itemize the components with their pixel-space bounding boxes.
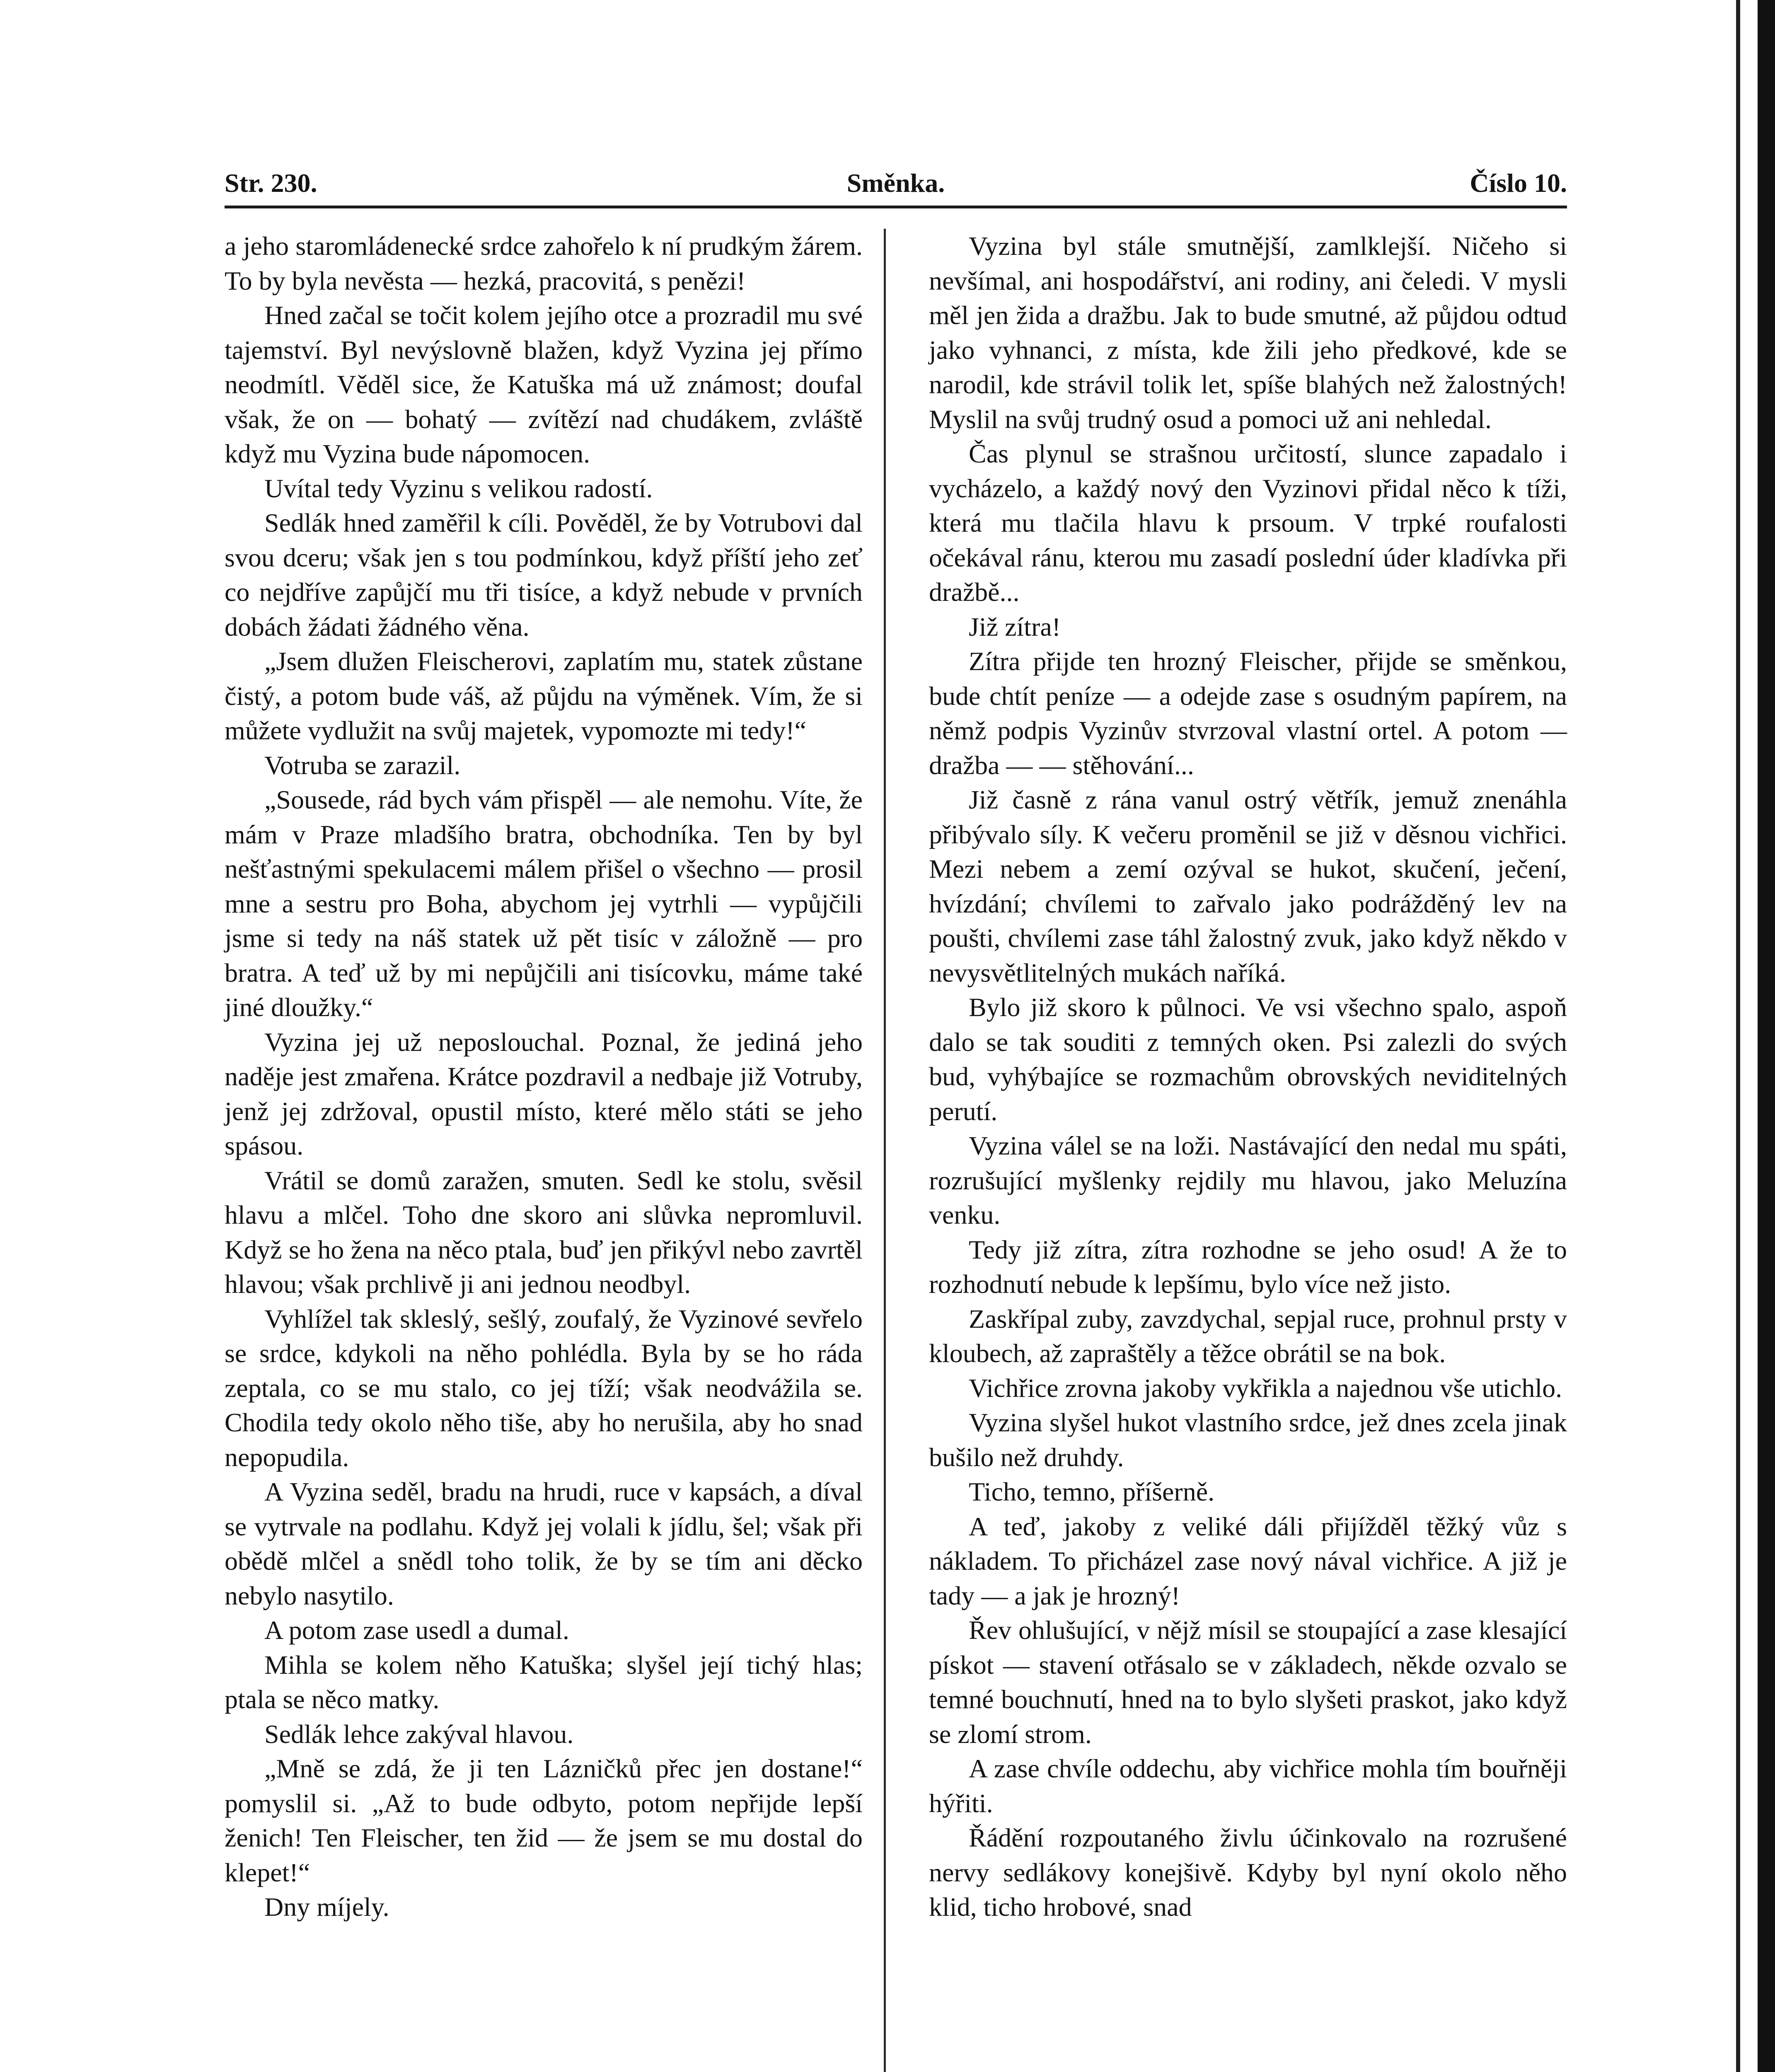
paragraph: Vyhlížel tak skleslý, sešlý, zoufalý, že Vyzinové sevřelo se srdce, kdykoli na něho pohlédla. Byla by se ho ráda zeptala, co se mu stalo, co jej tíží; však neodvážila se. Chodila tedy okolo něho tiše, aby ho nerušila, aby ho snad nepopudila. (225, 1304, 863, 1472)
paragraph: Zaskřípal zuby, zavzdychal, sepjal ruce, prohnul prsty v kloubech, až zapraštěly a těžce obrátil se na bok. (929, 1304, 1567, 1368)
page (225, 162, 1567, 2072)
paragraph: Vyzina válel se na loži. Nastávající den nedal mu spáti, rozrušující myšlenky rejdily mu hlavou, jako Meluzína venku. (929, 1131, 1567, 1230)
paragraph: „Mně se zdá, že ji ten Lázničků přec jen dostane!“ pomyslil si. „Až to bude odbyto, potom nepřijde lepší ženich! Ten Fleischer, ten žid — že jsem se mu dostal do klepet!“ (225, 1754, 863, 1887)
paragraph: Vyzina slyšel hukot vlastního srdce, jež dnes zcela jinak bušilo než druhdy. (929, 1408, 1567, 1472)
paragraph: Hned začal se točit kolem jejího otce a prozradil mu své tajemství. Byl nevýslovně blažen, když Vyzina jej přímo neodmítl. Věděl sice, že Katuška má už známost; doufal však, že on — bohatý — zvítězí nad chudákem, zvláště když mu Vyzina bude nápomocen. (225, 300, 863, 468)
paragraph: Ticho, temno, příšerně. (969, 1477, 1215, 1506)
paragraph: Již zítra! (969, 612, 1061, 641)
paragraph: A Vyzina seděl, bradu na hrudi, ruce v kapsách, a díval se vytrvale na podlahu. Když jej volali k jídlu, šel; však při obědě mlčel a snědl toho tolik, že by se tím ani děcko nebylo nasytilo. (225, 1477, 863, 1610)
paragraph: Vyzina byl stále smutnější, zamlklejší. Ničeho si nevšímal, ani hospodářství, ani rodiny, ani čeledi. V mysli měl jen žida a dražbu. Jak to bude smutné, až půjdou odtud jako vyhnanci, z místa, kde žili jeho předkové, kde se narodil, kde strávil tolik let, spíše blahých než žalostných! Myslil na svůj trudný osud a pomoci už ani nehledal. (929, 231, 1567, 434)
page-number: Str. 230. (225, 168, 317, 198)
paragraph: Uvítal tedy Vyzinu s velikou radostí. (264, 473, 653, 503)
paragraph: Zítra přijde ten hrozný Fleischer, přijde se směnkou, bude chtít peníze — a odejde zase s osudným papírem, na němž podpis Vyzinův stvrzoval vlastní ortel. A potom — dražba — — stěhování... (929, 646, 1567, 780)
paragraph: „Sousede, rád bych vám přispěl — ale nemohu. Víte, že mám v Praze mladšího bratra, obchodníka. Ten by byl nešťastnými spekulacemi málem přišel o všechno — prosil mne a sestru pro Boha, abychom jej vytrhli — vypůjčili jsme si tedy na náš statek už pět tisíc v záložně — pro bratra. A teď už by mi nepůjčili ani tisícovku, máme také jiné dloužky.“ (225, 785, 863, 1022)
paragraph: Sedlák hned zaměřil k cíli. Pověděl, že by Votrubovi dal svou dceru; však jen s tou podmínkou, když příští jeho zeť co nejdříve zapůjčí mu tři tisíce, a když nebude v prvních dobách žádati žádného věna. (225, 508, 863, 641)
paragraph: Čas plynul se strašnou určitostí, slunce zapadalo i vycházelo, a každý nový den Vyzinovi přidal něco k tíži, která mu tlačila hlavu k prsoum. V trpké roufalosti očekával ránu, kterou mu zasadí poslední úder kladívka při dražbě... (929, 439, 1567, 607)
issue-number: Číslo 10. (1470, 168, 1567, 198)
paragraph: Již časně z rána vanul ostrý větřík, jemuž znenáhla přibývalo síly. K večeru proměnil se již v děsnou vichřici. Mezi nebem a zemí ozýval se hukot, skučení, ječení, hvízdání; chvílemi to zařvalo jako podrážděný lev na poušti, chvílemi zase táhl žalostný zvuk, jako když někdo v nevysvětlitelných mukách naříká. (929, 785, 1567, 988)
paragraph: Mihla se kolem něho Katuška; slyšel její tichý hlas; ptala se něco matky. (225, 1650, 863, 1714)
left-column (225, 229, 863, 1924)
header-title: Směnka. (846, 168, 945, 198)
scan-edge-line (1736, 0, 1740, 2072)
paragraph: A teď, jakoby z veliké dáli přijížděl těžký vůz s nákladem. To přicházel zase nový nával vichřice. A již je tady — a jak je hrozný! (929, 1511, 1567, 1610)
scan-edge-right (1758, 0, 1775, 2072)
paragraph: Řev ohlušující, v nějž mísil se stoupající a zase klesající pískot — stavení otřásalo se v základech, někde ozvalo se temné bouchnutí, hned na to bylo slyšeti praskot, jako když se zlomí strom. (929, 1615, 1567, 1749)
paragraph: Tedy již zítra, zítra rozhodne se jeho osud! A že to rozhodnutí nebude k lepšímu, bylo více než jisto. (929, 1234, 1567, 1299)
running-header (225, 162, 1567, 204)
paragraph: Vichřice zrovna jakoby vykřikla a najednou vše utichlo. (969, 1373, 1562, 1403)
header-rule (225, 206, 1567, 208)
paragraph: A potom zase usedl a dumal. (264, 1615, 569, 1645)
paragraph: Sedlák lehce zakýval hlavou. (264, 1719, 574, 1749)
paragraph: Votruba se zarazil. (264, 750, 461, 780)
right-column (929, 229, 1567, 1924)
paragraph: Vrátil se domů zaražen, smuten. Sedl ke stolu, svěsil hlavu a mlčel. Toho dne skoro ani slůvka nepromluvil. Když se ho žena na něco ptala, buď jen přikývl nebo zavrtěl hlavou; však prchlivě ji ani jednou neodbyl. (225, 1165, 863, 1299)
paragraph: a jeho staromládenecké srdce zahořelo k ní prudkým žárem. To by byla nevěsta — hezká, pracovitá, s penězi! (225, 231, 863, 295)
paragraph: A zase chvíle oddechu, aby vichřice mohla tím bouřněji hýřiti. (929, 1754, 1567, 1818)
paragraph: „Jsem dlužen Fleischerovi, zaplatím mu, statek zůstane čistý, a potom bude váš, až půjdu na výměnek. Vím, že si můžete vydlužit na svůj majetek, vypomozte mi tedy!“ (225, 646, 863, 745)
paragraph: Vyzina jej už neposlouchal. Poznal, že jediná jeho naděje jest zmařena. Krátce pozdravil a nedbaje již Votruby, jenž jej zdržoval, opustil místo, které mělo státi se jeho spásou. (225, 1027, 863, 1160)
paragraph: Bylo již skoro k půlnoci. Ve vsi všechno spalo, aspoň dalo se tak souditi z temných oken. Psi zalezli do svých bud, vyhýbajíce se rozmachům obrovských neviditelných perutí. (929, 992, 1567, 1126)
paragraph: Dny míjely. (264, 1892, 389, 1922)
column-divider (884, 229, 886, 2072)
paragraph: Řádění rozpoutaného živlu účinkovalo na rozrušené nervy sedlákovy konejšivě. Kdyby byl nyní okolo něho klid, ticho hrobové, snad (929, 1823, 1567, 1922)
